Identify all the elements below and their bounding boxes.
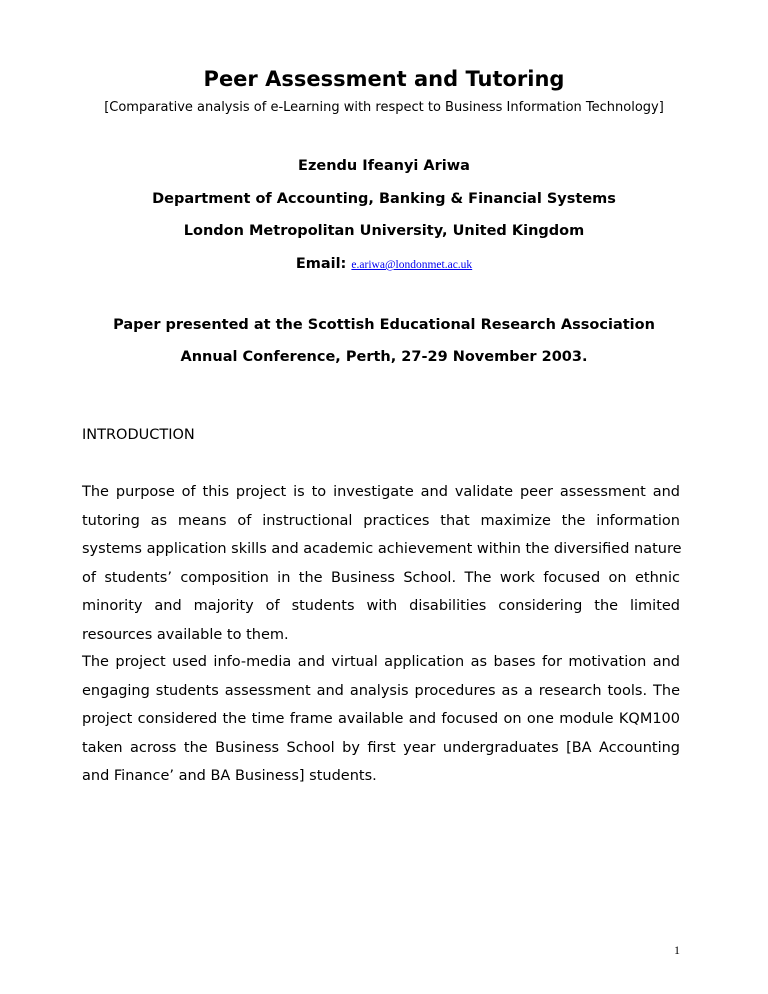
author-name: Ezendu Ifeanyi Ariwa xyxy=(298,158,470,174)
author-university: London Metropolitan University, United Kingdom xyxy=(183,223,585,239)
paragraph-line: systems application skills and academic achievement within the diversified nature xyxy=(82,541,682,557)
paragraph-line: minority and majority of students with disabilities considering the limited xyxy=(82,598,680,614)
paragraph-line: The project used info-media and virtual application as bases for motivation and xyxy=(82,654,680,670)
page-number: 1 xyxy=(674,943,680,957)
introduction-paragraph-1 xyxy=(82,478,680,649)
paragraph-line: engaging students assessment and analysis procedures as a research tools. The xyxy=(82,682,680,699)
paragraph-line: of students’ composition in the Business School. The work focused on ethnic xyxy=(82,569,680,586)
section-heading: INTRODUCTION xyxy=(82,427,195,443)
paragraph-line: taken across the Business School by first year undergraduates [BA Accounting xyxy=(82,739,680,756)
paragraph-line: project considered the time frame available and focused on one module KQM100 xyxy=(82,711,680,727)
paper-subtitle: [Comparative analysis of e-Learning with respect to Business Information Technology] xyxy=(104,100,664,115)
paragraph-line: The purpose of this project is to investigate and validate peer assessment and xyxy=(82,484,680,500)
presentation-line-1: Paper presented at the Scottish Educational Research Association xyxy=(113,317,655,333)
paragraph-line: resources available to them. xyxy=(82,626,289,643)
author-department: Department of Accounting, Banking & Financial Systems xyxy=(152,191,616,207)
presentation-line-2: Annual Conference, Perth, 27-29 November 2003. xyxy=(180,349,588,365)
paragraph-line: tutoring as means of instructional practices that maximize the information xyxy=(82,512,680,529)
email-link[interactable]: e.ariwa@londonmet.ac.uk xyxy=(351,259,473,271)
introduction-paragraph-2 xyxy=(82,648,680,791)
author-email-line xyxy=(0,253,768,276)
paper-title: Peer Assessment and Tutoring xyxy=(203,67,565,91)
paragraph-line: and Finance’ and BA Business] students. xyxy=(82,768,377,784)
email-label: Email: xyxy=(295,256,347,272)
